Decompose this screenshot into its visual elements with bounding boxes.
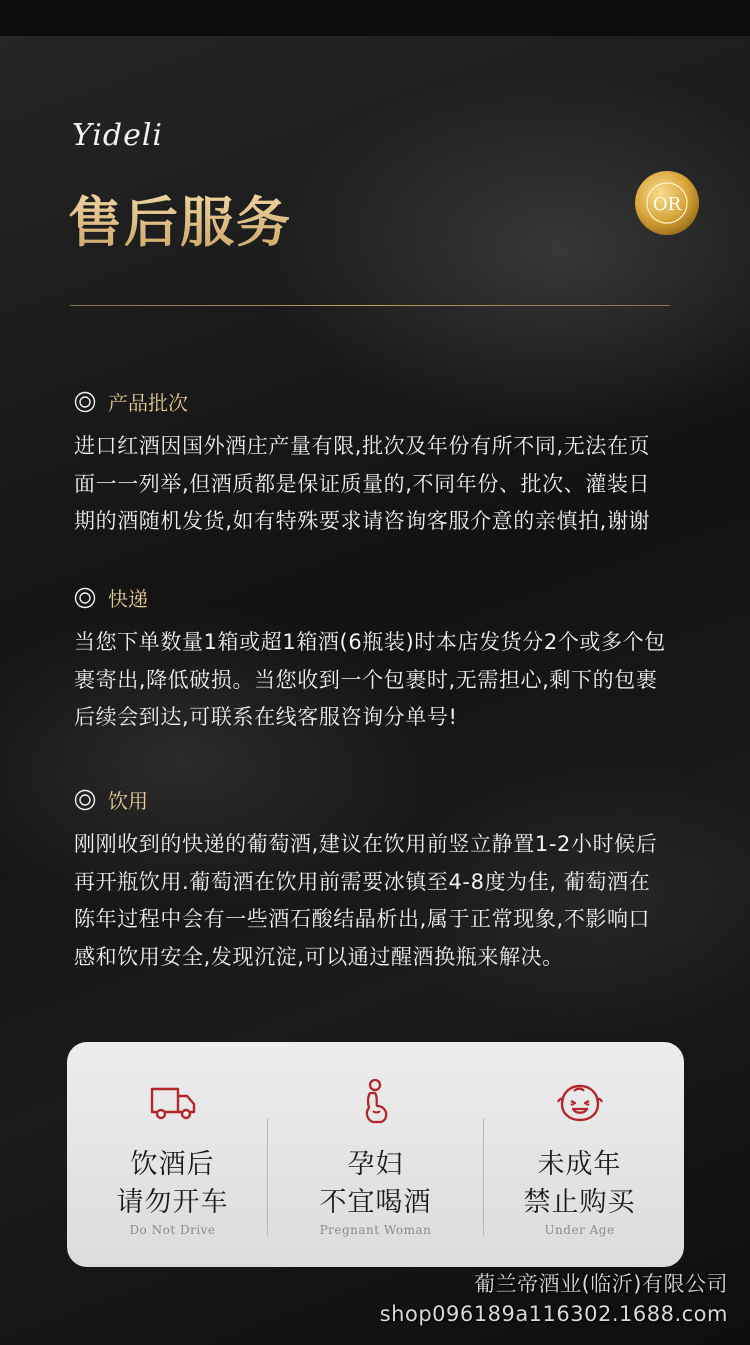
header-divider: [70, 305, 670, 306]
double-circle-icon: [74, 391, 96, 413]
section-title: 饮用: [108, 789, 148, 813]
text-line: 当您下单数量1箱或超1箱酒(6瓶装)时本店发货分2个或多个包: [74, 630, 666, 654]
medal-label: OR: [652, 194, 682, 215]
baby-face-icon: [556, 1082, 604, 1124]
company-watermark: 葡兰帝酒业(临沂)有限公司: [474, 1272, 728, 1296]
warning-subtitle: 请勿开车: [116, 1187, 229, 1218]
section-delivery-heading: [74, 583, 148, 612]
card-divider: [267, 1118, 268, 1236]
text-line: 后续会到达,可联系在线客服咨询分单号!: [74, 705, 458, 729]
text-line: 刚刚收到的快递的葡萄酒,建议在饮用前竖立静置1-2小时候后: [74, 832, 658, 856]
text-line: 再开瓶饮用.葡萄酒在饮用前需要冰镇至4-8度为佳, 葡萄酒在: [74, 869, 651, 894]
section-drinking-text: [74, 826, 694, 976]
section-delivery-text: [74, 624, 694, 737]
section-batch-heading: [74, 387, 188, 416]
warning-english: Do Not Drive: [129, 1223, 216, 1237]
warning-subtitle: 禁止购买: [523, 1187, 636, 1218]
text-line: 面一一列举,但酒质都是保证质量的,不同年份、批次、灌装日: [74, 471, 651, 496]
section-title: 快递: [108, 587, 148, 611]
warning-subtitle: 不宜喝酒: [319, 1187, 432, 1218]
warning-card: [67, 1042, 684, 1267]
pregnant-woman-icon: [359, 1078, 393, 1126]
text-line: 裹寄出,降低破损。当您收到一个包裹时,无需担心,剩下的包裹: [74, 667, 658, 692]
section-drinking-heading: [74, 785, 148, 814]
text-line: 感和饮用安全,发现沉淀,可以通过醒酒换瓶来解决。: [74, 944, 564, 969]
truck-icon: [149, 1084, 197, 1122]
warning-pregnant: [273, 1042, 478, 1267]
warning-english: Under Age: [544, 1223, 615, 1237]
shop-url-watermark: shop096189a116302.1688.com: [379, 1302, 728, 1326]
text-line: 陈年过程中会有一些酒石酸结晶析出,属于正常现象,不影响口: [74, 907, 651, 931]
warning-english: Pregnant Woman: [319, 1223, 432, 1237]
double-circle-icon: [74, 789, 96, 811]
award-medal-icon: [634, 170, 700, 236]
section-batch-text: [74, 428, 694, 541]
warning-no-drive: [70, 1042, 275, 1267]
warning-title: 未成年: [537, 1149, 622, 1180]
warning-title: 孕妇: [347, 1149, 404, 1180]
warning-title: 饮酒后: [130, 1149, 215, 1180]
page-title: 售后服务: [68, 180, 292, 257]
text-line: 期的酒随机发货,如有特殊要求请咨询客服介意的亲慎拍,谢谢: [74, 509, 651, 533]
top-bar: [0, 0, 750, 36]
double-circle-icon: [74, 587, 96, 609]
warning-under-age: [477, 1042, 682, 1267]
section-title: 产品批次: [108, 391, 188, 415]
text-line: 进口红酒因国外酒庄产量有限,批次及年份有所不同,无法在页: [74, 434, 651, 458]
brand-logo: Yideli: [72, 118, 164, 153]
